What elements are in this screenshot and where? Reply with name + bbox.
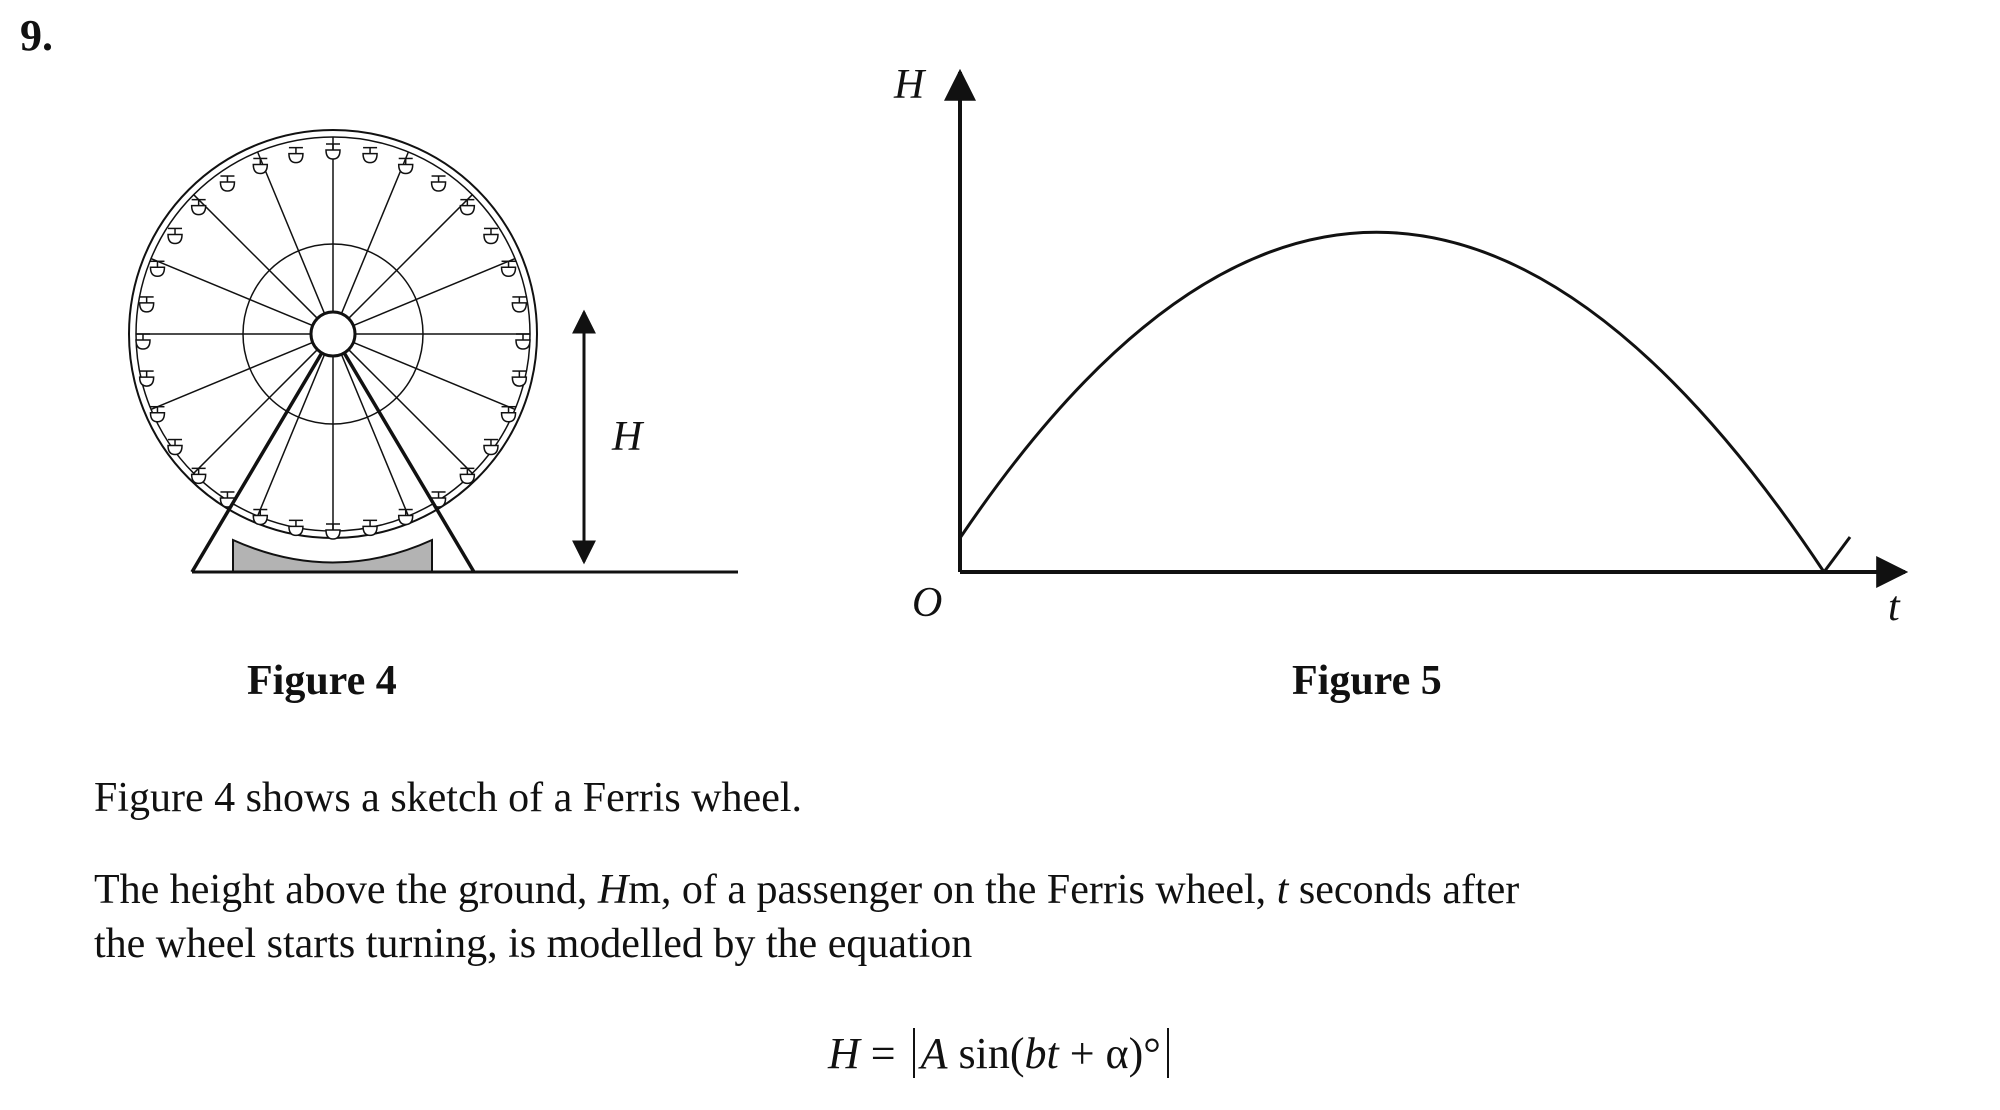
text-segment: seconds after bbox=[1288, 867, 1520, 913]
equation-equals: = bbox=[859, 1029, 907, 1078]
gondola bbox=[399, 158, 413, 173]
wheel-spoke bbox=[349, 350, 473, 474]
wheel-hub bbox=[311, 312, 355, 356]
gondola bbox=[460, 468, 474, 483]
gondola bbox=[289, 520, 303, 535]
equation-lhs: H bbox=[828, 1029, 860, 1078]
height-label: H bbox=[612, 414, 643, 460]
wheel-base bbox=[233, 540, 432, 572]
wheel-spoke bbox=[353, 259, 515, 326]
wheel-spoke bbox=[194, 195, 318, 319]
gondola bbox=[192, 468, 206, 483]
gondola bbox=[460, 200, 474, 215]
question-number: 9. bbox=[20, 11, 53, 60]
gondola bbox=[253, 158, 267, 173]
gondola bbox=[512, 297, 526, 312]
text-segment: The height above the ground, bbox=[94, 867, 598, 913]
gondola bbox=[363, 520, 377, 535]
model-equation bbox=[828, 1028, 1175, 1078]
wheel-spoke bbox=[341, 354, 408, 516]
paragraph-intro: Figure 4 shows a sketch of a Ferris wheel. bbox=[94, 775, 803, 821]
gondola bbox=[399, 510, 413, 525]
height-time-graph bbox=[893, 62, 1905, 630]
gondola bbox=[136, 334, 150, 349]
wheel-spoke bbox=[349, 195, 473, 319]
gondola bbox=[253, 510, 267, 525]
variable-t: t bbox=[1276, 867, 1289, 913]
gondola bbox=[192, 200, 206, 215]
gondola bbox=[512, 371, 526, 386]
paragraph-model-line-2: the wheel starts turning, is modelled by the equation bbox=[94, 921, 973, 967]
y-axis-label: H bbox=[894, 62, 925, 108]
figure-4-caption: Figure 4 bbox=[247, 658, 397, 704]
wheel-spoke bbox=[258, 354, 325, 516]
equation-bt: bt bbox=[1024, 1029, 1059, 1078]
gondola bbox=[516, 334, 530, 349]
abs-bar-right bbox=[1167, 1028, 1169, 1078]
ferris-wheel-figure bbox=[129, 130, 738, 572]
wheel-spoke bbox=[353, 342, 515, 409]
origin-label: O bbox=[912, 580, 943, 626]
variable-H: H bbox=[597, 867, 629, 913]
equation-alpha: + α)° bbox=[1058, 1029, 1161, 1078]
gondola bbox=[140, 297, 154, 312]
gondola bbox=[289, 148, 303, 163]
gondola bbox=[326, 524, 340, 539]
wheel-spoke bbox=[194, 350, 318, 474]
wheel-spoke bbox=[341, 152, 408, 314]
gondola bbox=[220, 176, 234, 191]
gondola bbox=[484, 228, 498, 243]
text-segment: m, of a passenger on the Ferris wheel, bbox=[628, 867, 1277, 913]
gondola bbox=[168, 440, 182, 455]
gondola bbox=[326, 144, 340, 159]
gondola bbox=[484, 440, 498, 455]
curve-cusp-tick bbox=[1824, 537, 1850, 572]
height-curve bbox=[960, 232, 1824, 572]
wheel-spoke bbox=[151, 342, 313, 409]
wheel-spoke bbox=[258, 152, 325, 314]
gondola bbox=[140, 371, 154, 386]
figure-5-caption: Figure 5 bbox=[1292, 658, 1442, 704]
equation-amplitude: A bbox=[920, 1029, 948, 1078]
abs-bar-left bbox=[913, 1028, 915, 1078]
wheel-spoke bbox=[151, 259, 313, 326]
x-axis-label: t bbox=[1888, 584, 1900, 630]
equation-sin: sin( bbox=[947, 1029, 1025, 1078]
gondola bbox=[432, 176, 446, 191]
gondola bbox=[363, 148, 377, 163]
gondola bbox=[168, 228, 182, 243]
paragraph-model-line-1 bbox=[94, 862, 1519, 918]
